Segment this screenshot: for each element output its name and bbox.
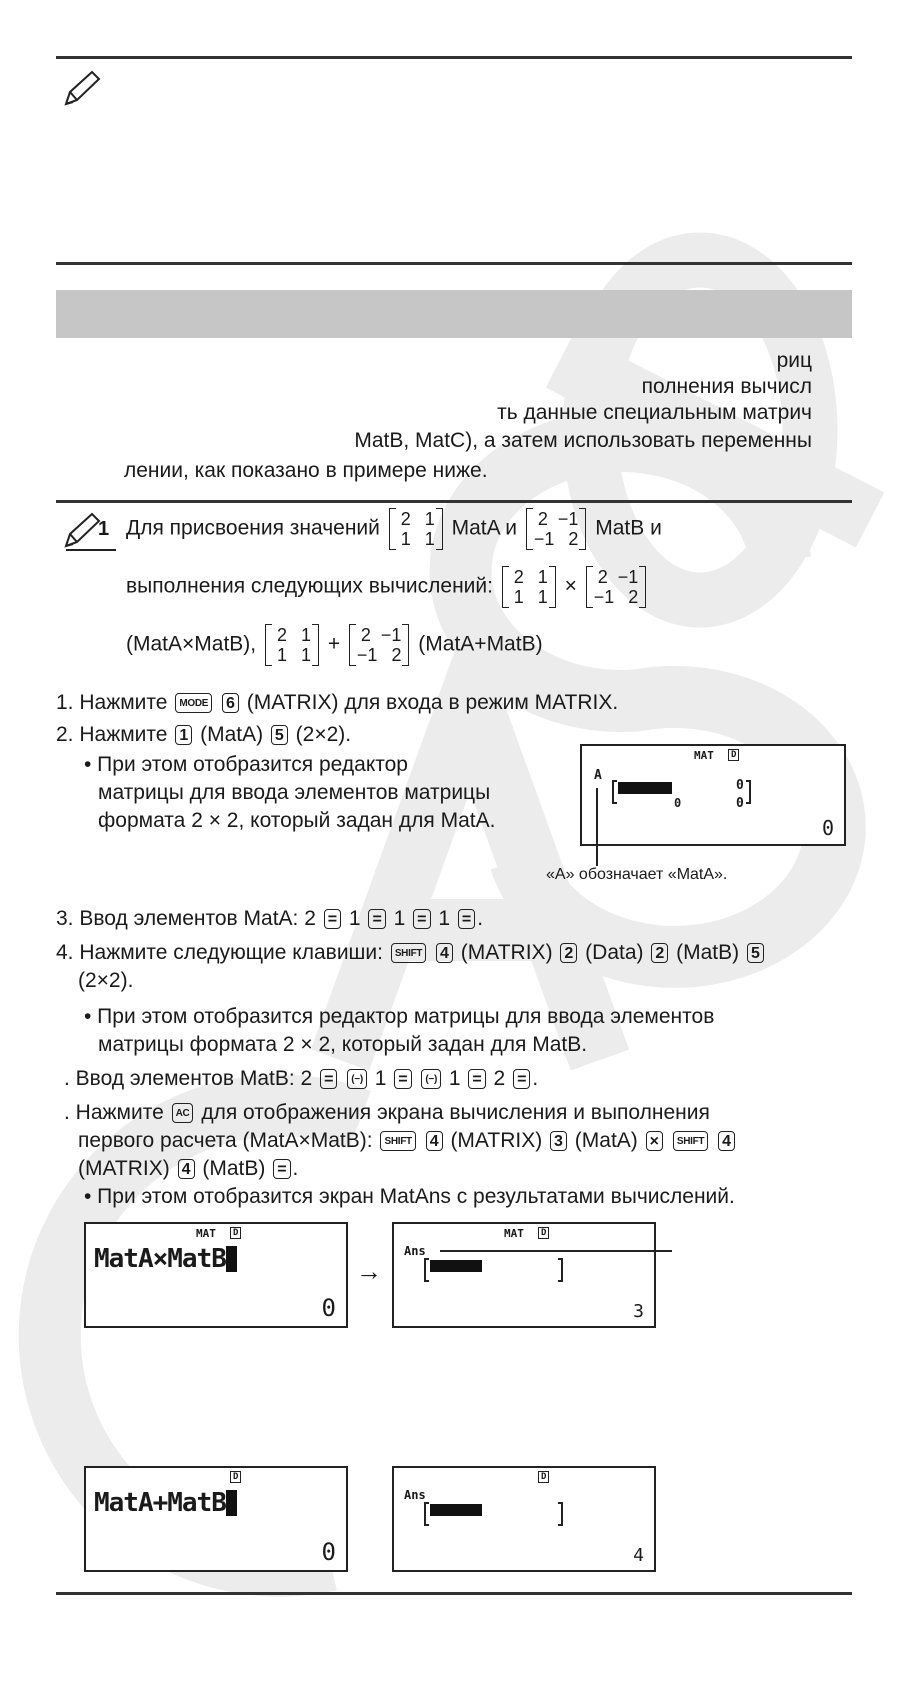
callout-line — [596, 788, 598, 866]
step-4-bullet-1: • При этом отобразится редактор матрицы для ввода элементов — [84, 1005, 715, 1028]
step-6-bullet: • При этом отобразится экран MatAns с результатами вычислений. — [84, 1185, 735, 1208]
matrix-b-2: 2 −1 −1 2 — [586, 566, 647, 608]
step-1: 1. Нажмите MODE 6 (MATRIX) для входа в режим MATRIX. — [56, 691, 619, 714]
note-bottom-rule — [56, 262, 852, 265]
step-2-bullet-3: формата 2 × 2, который задан для MatA. — [98, 809, 496, 832]
matrix-editor-a-screen: MAT D A 0 0 0 0 — [580, 744, 846, 846]
mode-key: MODE — [175, 693, 212, 713]
pencil-icon — [62, 70, 102, 108]
example-l3-pre: (MatA×MatB), — [126, 632, 257, 656]
step-2: 2. Нажмите 1 (MatA) 5 (2×2). — [56, 723, 352, 746]
example-number: 1 — [98, 518, 110, 540]
intro-line-5: лении, как показано в примере ниже. — [124, 459, 488, 482]
editor-a-label: A — [594, 768, 602, 783]
calc-screen-1: MAT D MatA×MatB 0 — [84, 1222, 348, 1328]
matrix-b-3: 2 −1 −1 2 — [349, 624, 410, 666]
step-6: . Нажмите AC для отображения экрана вычисления и выполнения — [64, 1101, 710, 1124]
key-1: 1 — [175, 725, 192, 745]
intro-line-2: полнения вычисл — [641, 375, 812, 398]
ans-callout-line — [440, 1250, 672, 1252]
matrix-b: 2 −1 −1 2 — [526, 508, 587, 550]
matrix-a-3: 2 1 1 1 — [265, 624, 319, 666]
step-5: . Ввод элементов MatB: 2 = (−) 1 = (−) 1 = 2 = . — [64, 1067, 539, 1090]
example-l2-pre: выполнения следующих вычислений: — [126, 574, 493, 598]
step-6-line-2: первого расчета (MatA×MatB): SHIFT 4 (MATRIX) 3 (MatA) × SHIFT 4 — [78, 1128, 737, 1154]
callout-text: «A» обозначает «MatA». — [546, 866, 728, 883]
times-sign: × — [564, 574, 577, 598]
intro-line-4: MatB, MatC), а затем использовать переменны — [354, 429, 812, 452]
example-top-rule — [56, 500, 852, 503]
step-2-bullet-1: • При этом отобразится редактор — [84, 753, 408, 776]
step-4-bullet-2: матрицы формата 2 × 2, который задан для MatB. — [98, 1033, 588, 1056]
ans-screen-2: D Ans 4 — [392, 1466, 656, 1572]
example-l1-post: MatB и — [595, 516, 662, 540]
step-4-line-2: (2×2). — [78, 969, 134, 992]
intro-line-3: ть данные специальным матрич — [497, 401, 812, 424]
example-pencil-icon — [62, 512, 118, 552]
bottom-rule — [56, 1592, 852, 1595]
key-6: 6 — [222, 693, 239, 713]
intro-line-1: риц — [776, 349, 812, 372]
step-3: 3. Ввод элементов MatA: 2 = 1 = 1 = 1 = . — [56, 907, 484, 930]
step-2-bullet-2: матрицы для ввода элементов матрицы — [98, 781, 491, 804]
arrow: → — [356, 1256, 382, 1286]
example-line-3 — [126, 624, 543, 666]
matrix-a-2: 2 1 1 1 — [502, 566, 556, 608]
plus-sign: + — [327, 632, 341, 656]
calc-screen-2: D MatA+MatB 0 — [84, 1466, 348, 1572]
example-line-1 — [126, 508, 662, 550]
example-l1-pre: Для присвоения значений — [126, 516, 380, 540]
example-l3-post: (MatA+MatB) — [418, 632, 543, 656]
top-rule — [56, 56, 852, 59]
example-line-2 — [126, 566, 649, 608]
matrix-a: 2 1 1 1 — [389, 508, 443, 550]
example-l1-mid: MatA и — [451, 516, 518, 540]
key-5: 5 — [271, 725, 288, 745]
ans-screen-1: MAT D Ans 3 — [392, 1222, 656, 1328]
section-heading-band — [56, 290, 852, 338]
step-4: 4. Нажмите следующие клавиши: SHIFT 4 (MATRIX) 2 (Data) 2 (MatB) 5 — [56, 940, 766, 966]
step-6-line-3: (MATRIX) 4 (MatB) = . — [78, 1157, 299, 1180]
